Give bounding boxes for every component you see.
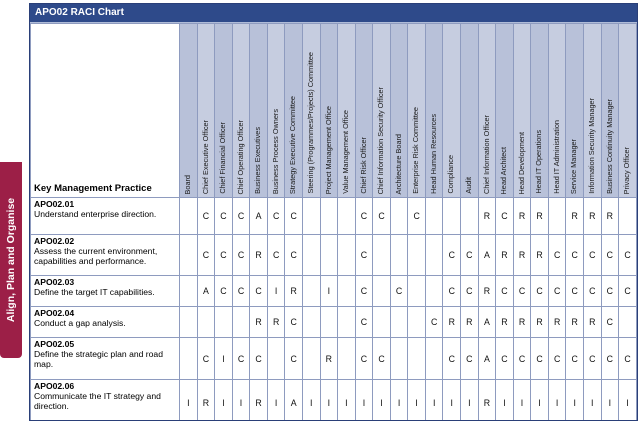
- raci-cell: C: [285, 307, 303, 338]
- role-header: [601, 24, 619, 198]
- raci-cell: C: [496, 198, 514, 235]
- raci-cell: [302, 198, 320, 235]
- raci-cell: I: [267, 380, 285, 422]
- raci-cell: [180, 307, 198, 338]
- raci-cell: [425, 276, 443, 307]
- role-header: [496, 24, 514, 198]
- role-header: [425, 24, 443, 198]
- role-label: Value Management Office: [341, 110, 351, 194]
- raci-cell: I: [390, 380, 408, 422]
- raci-cell: I: [443, 380, 461, 422]
- raci-cell: C: [601, 307, 619, 338]
- role-label: Chief Information Officer: [481, 115, 491, 194]
- role-header: [619, 24, 637, 198]
- raci-cell: C: [267, 198, 285, 235]
- role-label: Privacy Officer: [622, 146, 632, 194]
- raci-cell: [408, 235, 426, 276]
- raci-cell: R: [513, 235, 531, 276]
- raci-cell: R: [583, 307, 601, 338]
- role-header: [390, 24, 408, 198]
- raci-cell: C: [513, 276, 531, 307]
- raci-cell: [373, 276, 391, 307]
- practice-cell: [31, 307, 180, 338]
- raci-cell: [180, 338, 198, 380]
- raci-cell: [302, 307, 320, 338]
- raci-cell: [408, 307, 426, 338]
- raci-cell: C: [215, 235, 233, 276]
- raci-cell: C: [601, 276, 619, 307]
- raci-cell: C: [496, 276, 514, 307]
- raci-cell: C: [232, 276, 250, 307]
- role-label: Chief Executive Officer: [200, 119, 210, 194]
- raci-cell: C: [443, 276, 461, 307]
- practice-cell: [31, 338, 180, 380]
- raci-cell: C: [267, 235, 285, 276]
- raci-cell: R: [531, 307, 549, 338]
- raci-cell: I: [338, 380, 356, 422]
- raci-cell: [338, 276, 356, 307]
- raci-cell: R: [285, 276, 303, 307]
- role-label: Chief Information Security Officer: [376, 86, 386, 194]
- raci-cell: C: [285, 198, 303, 235]
- practice-id: APO02.06: [34, 381, 75, 391]
- raci-cell: [338, 198, 356, 235]
- raci-cell: R: [566, 307, 584, 338]
- practice-cell: [31, 198, 180, 235]
- role-label: Business Executives: [253, 127, 263, 194]
- role-label: Information Security Manager: [586, 98, 596, 194]
- role-header: [566, 24, 584, 198]
- practice-cell: [31, 276, 180, 307]
- raci-cell: R: [513, 198, 531, 235]
- role-header: [232, 24, 250, 198]
- role-label: Audit: [464, 177, 474, 194]
- role-header: [250, 24, 268, 198]
- raci-cell: [320, 307, 338, 338]
- role-header: [215, 24, 233, 198]
- raci-cell: R: [461, 307, 479, 338]
- raci-cell: C: [548, 235, 566, 276]
- raci-cell: C: [601, 338, 619, 380]
- raci-cell: [302, 235, 320, 276]
- practice-description: Assess the current environment, capabilities and performance.: [34, 246, 158, 266]
- raci-chart: [29, 3, 638, 421]
- raci-cell: A: [478, 235, 496, 276]
- practice-row: [31, 307, 637, 338]
- raci-cell: C: [408, 198, 426, 235]
- raci-cell: [548, 198, 566, 235]
- raci-cell: I: [425, 380, 443, 422]
- raci-cell: I: [496, 380, 514, 422]
- role-label: Strategy Executive Committee: [288, 95, 298, 194]
- raci-cell: R: [250, 307, 268, 338]
- raci-cell: C: [513, 338, 531, 380]
- raci-cell: [180, 198, 198, 235]
- raci-cell: I: [619, 380, 637, 422]
- raci-cell: [215, 307, 233, 338]
- raci-cell: C: [355, 235, 373, 276]
- raci-cell: A: [197, 276, 215, 307]
- role-label: Service Manager: [569, 138, 579, 194]
- practice-id: APO02.02: [34, 236, 75, 246]
- role-header: [338, 24, 356, 198]
- role-label: Compliance: [446, 155, 456, 194]
- raci-cell: C: [461, 276, 479, 307]
- practice-id: APO02.03: [34, 277, 75, 287]
- raci-cell: C: [548, 338, 566, 380]
- raci-cell: C: [461, 338, 479, 380]
- raci-cell: I: [513, 380, 531, 422]
- role-header: [461, 24, 479, 198]
- raci-cell: [443, 198, 461, 235]
- practice-id: APO02.05: [34, 339, 75, 349]
- raci-cell: C: [443, 235, 461, 276]
- role-label: Chief Risk Officer: [358, 137, 368, 194]
- raci-cell: C: [425, 307, 443, 338]
- raci-cell: C: [215, 276, 233, 307]
- header-row: [31, 24, 637, 198]
- raci-cell: [390, 307, 408, 338]
- raci-cell: [338, 235, 356, 276]
- role-header: [373, 24, 391, 198]
- raci-cell: R: [197, 380, 215, 422]
- raci-cell: C: [355, 338, 373, 380]
- raci-cell: R: [443, 307, 461, 338]
- raci-cell: I: [180, 380, 198, 422]
- role-label: Head IT Administration: [551, 120, 561, 194]
- raci-cell: C: [232, 235, 250, 276]
- raci-cell: C: [461, 235, 479, 276]
- role-label: Project Management Office: [323, 105, 333, 194]
- raci-cell: C: [496, 338, 514, 380]
- raci-cell: I: [215, 380, 233, 422]
- role-header: [197, 24, 215, 198]
- raci-cell: A: [285, 380, 303, 422]
- raci-cell: I: [373, 380, 391, 422]
- role-label: Chief Operating Officer: [235, 119, 245, 194]
- raci-cell: C: [443, 338, 461, 380]
- raci-cell: R: [601, 198, 619, 235]
- raci-cell: [320, 198, 338, 235]
- practice-cell: [31, 235, 180, 276]
- raci-cell: C: [197, 235, 215, 276]
- raci-cell: [180, 276, 198, 307]
- raci-table: [30, 23, 637, 421]
- raci-cell: C: [531, 276, 549, 307]
- raci-cell: R: [320, 338, 338, 380]
- raci-cell: [408, 338, 426, 380]
- role-label: Head Architect: [499, 146, 509, 194]
- raci-cell: [425, 198, 443, 235]
- raci-cell: R: [531, 198, 549, 235]
- raci-cell: I: [320, 276, 338, 307]
- chart-title: APO02 RACI Chart: [30, 4, 637, 23]
- raci-cell: [619, 198, 637, 235]
- raci-cell: I: [232, 380, 250, 422]
- raci-cell: R: [250, 235, 268, 276]
- role-header: [443, 24, 461, 198]
- raci-cell: C: [373, 338, 391, 380]
- raci-cell: C: [197, 338, 215, 380]
- raci-cell: [302, 338, 320, 380]
- raci-cell: I: [548, 380, 566, 422]
- role-label: Head Development: [516, 131, 526, 194]
- role-label: Architecture Board: [393, 133, 403, 194]
- raci-cell: I: [531, 380, 549, 422]
- practice-description: Define the target IT capabilities.: [34, 287, 155, 297]
- raci-cell: C: [566, 276, 584, 307]
- raci-cell: R: [583, 198, 601, 235]
- practice-cell: [31, 380, 180, 422]
- raci-cell: C: [215, 198, 233, 235]
- raci-cell: C: [548, 276, 566, 307]
- role-header: [285, 24, 303, 198]
- raci-cell: C: [601, 235, 619, 276]
- raci-cell: R: [250, 380, 268, 422]
- raci-cell: [461, 198, 479, 235]
- raci-cell: R: [496, 235, 514, 276]
- raci-body: [31, 198, 637, 422]
- raci-cell: C: [373, 198, 391, 235]
- raci-cell: C: [566, 235, 584, 276]
- role-header: [513, 24, 531, 198]
- raci-cell: C: [583, 338, 601, 380]
- side-section-tab: [0, 162, 22, 358]
- practice-row: [31, 235, 637, 276]
- raci-cell: [408, 276, 426, 307]
- raci-cell: C: [390, 276, 408, 307]
- raci-cell: C: [619, 338, 637, 380]
- raci-cell: I: [215, 338, 233, 380]
- raci-cell: C: [355, 276, 373, 307]
- raci-cell: [619, 307, 637, 338]
- practice-row: [31, 198, 637, 235]
- key-practice-header: Key Management Practice: [31, 24, 180, 198]
- raci-cell: I: [302, 380, 320, 422]
- practice-id: APO02.01: [34, 199, 75, 209]
- role-header: [583, 24, 601, 198]
- raci-cell: R: [548, 307, 566, 338]
- role-label: Board: [183, 174, 193, 194]
- raci-cell: R: [496, 307, 514, 338]
- role-label: Head IT Operations: [534, 130, 544, 194]
- role-header: [548, 24, 566, 198]
- raci-cell: A: [478, 338, 496, 380]
- role-label: Business Process Owners: [270, 108, 280, 194]
- raci-cell: [232, 307, 250, 338]
- raci-cell: I: [408, 380, 426, 422]
- role-header: [355, 24, 373, 198]
- raci-cell: [338, 307, 356, 338]
- raci-cell: [390, 198, 408, 235]
- raci-cell: A: [478, 307, 496, 338]
- role-label: Business Continuity Manager: [604, 99, 614, 194]
- raci-cell: [425, 235, 443, 276]
- raci-cell: [267, 338, 285, 380]
- role-header: [531, 24, 549, 198]
- raci-cell: C: [355, 198, 373, 235]
- raci-cell: C: [355, 307, 373, 338]
- raci-cell: I: [461, 380, 479, 422]
- raci-cell: [338, 338, 356, 380]
- raci-cell: [425, 338, 443, 380]
- raci-cell: C: [197, 198, 215, 235]
- role-label: Enterprise Risk Committee: [411, 107, 421, 194]
- raci-cell: C: [232, 198, 250, 235]
- role-label: Head Human Resources: [428, 114, 438, 194]
- practice-description: Understand enterprise direction.: [34, 209, 157, 219]
- practice-row: [31, 380, 637, 422]
- raci-cell: [373, 307, 391, 338]
- role-header: [180, 24, 198, 198]
- raci-cell: [320, 235, 338, 276]
- raci-cell: R: [531, 235, 549, 276]
- role-header: [267, 24, 285, 198]
- role-header: [408, 24, 426, 198]
- practice-id: APO02.04: [34, 308, 75, 318]
- raci-cell: [180, 235, 198, 276]
- raci-cell: R: [267, 307, 285, 338]
- side-tab-label: Align, Plan and Organise: [5, 197, 17, 323]
- raci-cell: I: [355, 380, 373, 422]
- role-header: [320, 24, 338, 198]
- raci-cell: [373, 235, 391, 276]
- practice-description: Conduct a gap analysis.: [34, 318, 126, 328]
- practice-row: [31, 276, 637, 307]
- raci-cell: R: [566, 198, 584, 235]
- practice-description: Communicate the IT strategy and direction.: [34, 391, 161, 411]
- role-header: [302, 24, 320, 198]
- raci-cell: [390, 235, 408, 276]
- raci-cell: I: [566, 380, 584, 422]
- raci-cell: R: [513, 307, 531, 338]
- raci-cell: [197, 307, 215, 338]
- raci-cell: [302, 276, 320, 307]
- raci-cell: I: [601, 380, 619, 422]
- practice-description: Define the strategic plan and road map.: [34, 349, 163, 369]
- role-header: [478, 24, 496, 198]
- raci-cell: R: [478, 198, 496, 235]
- raci-cell: C: [566, 338, 584, 380]
- raci-cell: C: [285, 338, 303, 380]
- raci-cell: I: [267, 276, 285, 307]
- practice-row: [31, 338, 637, 380]
- raci-cell: C: [619, 276, 637, 307]
- raci-cell: I: [320, 380, 338, 422]
- role-label: Steering (Programmes/Projects) Committee: [305, 52, 315, 194]
- raci-cell: R: [478, 276, 496, 307]
- raci-cell: [390, 338, 408, 380]
- role-label: Chief Financial Officer: [218, 122, 228, 194]
- raci-cell: A: [250, 198, 268, 235]
- raci-cell: C: [531, 338, 549, 380]
- raci-cell: C: [250, 338, 268, 380]
- raci-cell: C: [285, 235, 303, 276]
- raci-cell: C: [250, 276, 268, 307]
- raci-cell: C: [583, 235, 601, 276]
- raci-cell: I: [583, 380, 601, 422]
- raci-cell: R: [478, 380, 496, 422]
- raci-cell: C: [619, 235, 637, 276]
- raci-cell: C: [583, 276, 601, 307]
- raci-cell: C: [232, 338, 250, 380]
